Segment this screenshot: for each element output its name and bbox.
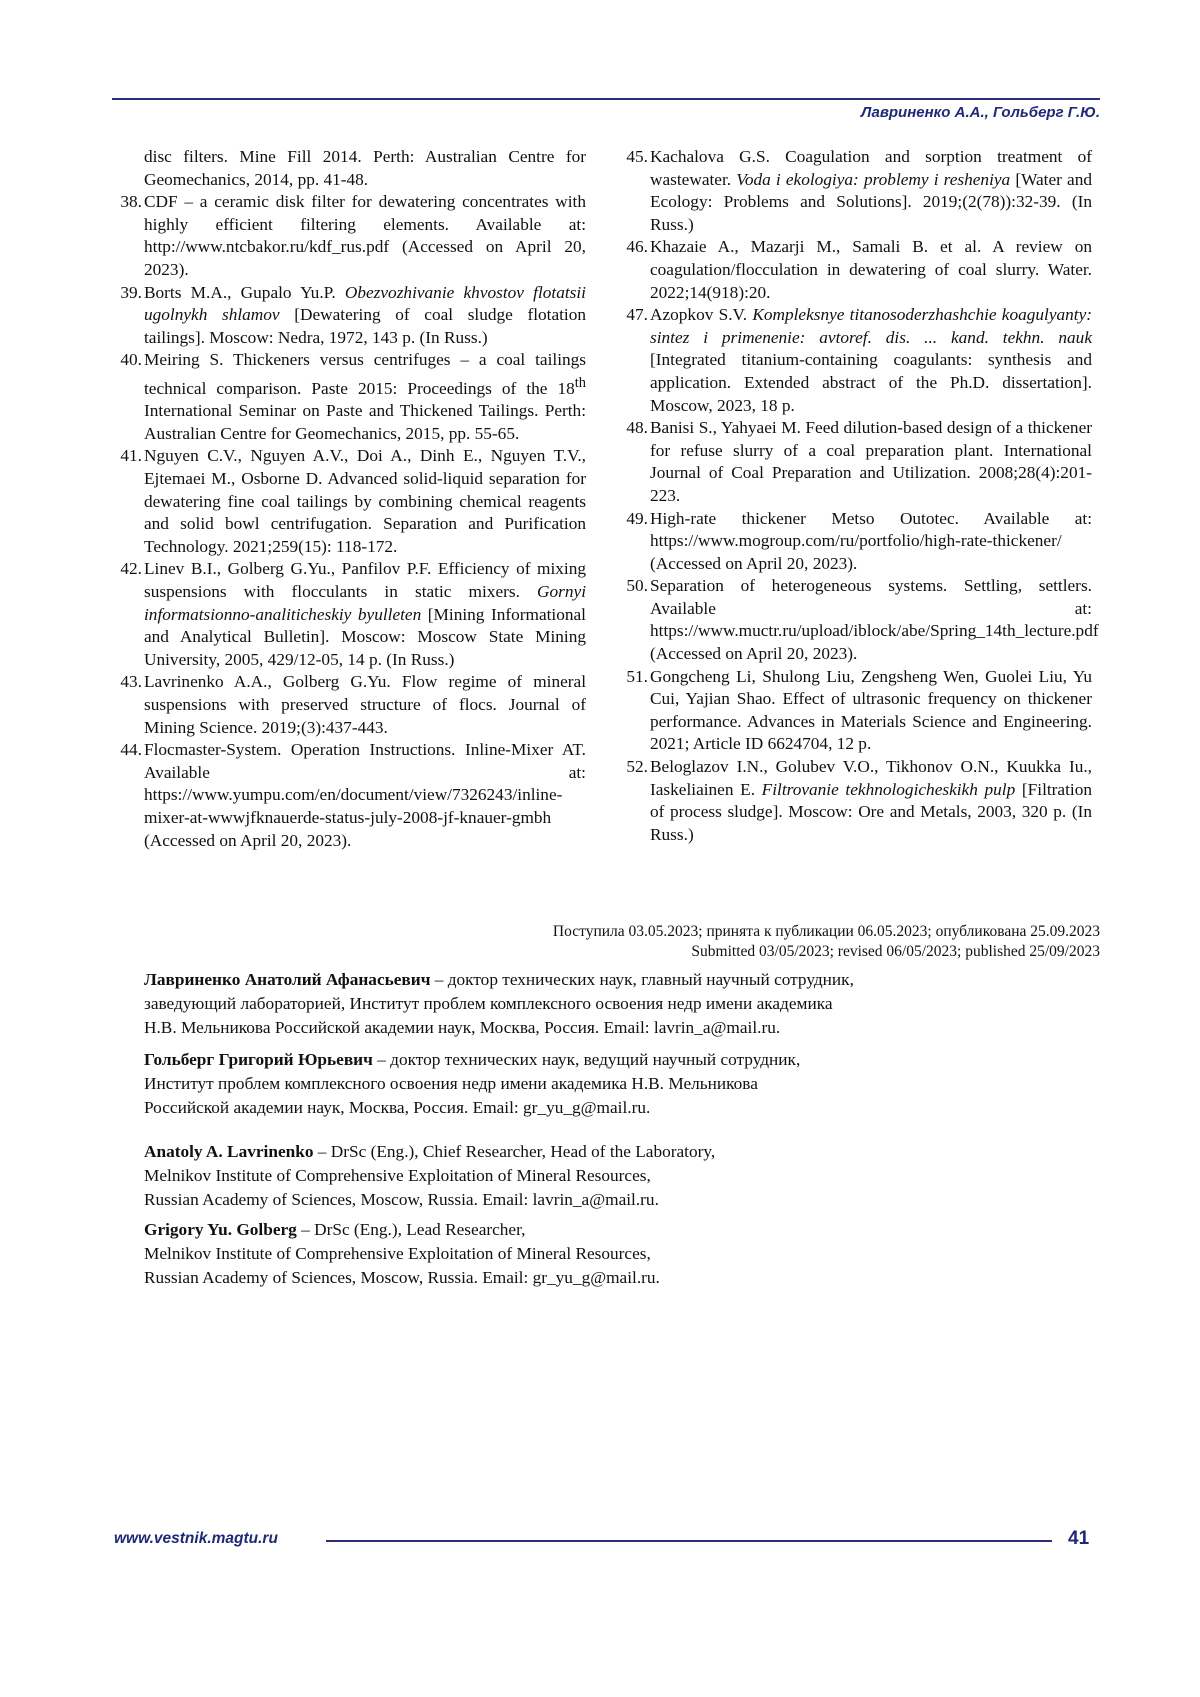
author-name: Гольберг Григорий Юрьевич [144, 1050, 373, 1069]
reference-text: CDF – a ceramic disk filter for dewatering concentrates with highly efficient filtering elements. Available at: http://www.ntcbakor.ru/kdf_rus.pdf (Accessed on April 20, 2023). [144, 192, 586, 279]
author-name: Grigory Yu. Golberg [144, 1220, 297, 1239]
reference-text: [Dewatering of coal sludge flotation tailings]. Moscow: Nedra, 1972, 143 p. (In Russ.) [144, 305, 586, 347]
reference-number: 51. [626, 666, 648, 686]
reference-number: 39. [120, 282, 142, 302]
journal-url-link[interactable]: www.vestnik.magtu.ru [114, 1530, 278, 1547]
reference-item [112, 558, 586, 671]
reference-number: 43. [120, 672, 142, 692]
reference-text: Linev B.I., Golberg G.Yu., Panfilov P.F. Efficiency of mixing suspensions with flocculants in static mixers. [144, 559, 586, 602]
reference-number: 41. [120, 446, 142, 466]
reference-text: Nguyen C.V., Nguyen A.V., Doi A., Dinh E., Nguyen T.V., Ejtemaei M., Osborne D. Advanced solid-liquid separation for dewatering fine coal tailings by combining chemical reagents and solid bowl centrifugation. Separation and Purification Technology. 2021;259(15): 118-172. [144, 446, 586, 556]
reference-text: disc filters. Mine Fill 2014. Perth: Australian Centre for Geomechanics, 2014, pp. 41-48. [144, 147, 586, 189]
reference-title-italic: Filtrovanie tekhnologicheskikh pulp [761, 779, 1016, 799]
bio-line: – доктор технических наук, ведущий научный сотрудник, [372, 1050, 801, 1069]
bio-line: Russian Academy of Sciences, Moscow, Russia. Email: gr_yu_g@mail.ru. [144, 1268, 660, 1287]
author-bio-ru-2 [144, 1048, 1104, 1120]
bio-line: – DrSc (Eng.), Lead Researcher, [296, 1220, 526, 1239]
bio-line: Институт проблем комплексного освоения недр имени академика Н.В. Мельникова [144, 1074, 758, 1093]
author-bio-en-2 [144, 1218, 1104, 1290]
reference-item [618, 146, 1092, 236]
reference-text: International Seminar on Paste and Thickened Tailings. Perth: Australian Centre for Geomechanics, 2015, pp. 55-65. [144, 401, 586, 443]
reference-item [112, 445, 586, 558]
reference-text: Beloglazov I.N., Golubev V.O., Tikhonov O.N., Kuukka Iu., Iaskeliainen E. [650, 757, 1092, 799]
author-name: Anatoly A. Lavrinenko [144, 1142, 314, 1161]
reference-item [112, 146, 586, 191]
author-bio-en-1 [144, 1140, 1104, 1212]
bio-line: Melnikov Institute of Comprehensive Exploitation of Mineral Resources, [144, 1244, 651, 1263]
reference-number: 47. [626, 305, 648, 325]
reference-text: Lavrinenko A.A., Golberg G.Yu. Flow regime of mineral suspensions with preserved structure of flocs. Journal of Mining Science. 2019;(3):437-443. [144, 672, 586, 737]
reference-text: Flocmaster-System. Operation Instructions. Inline-Mixer AT. Available at: https://www.yumpu.com/en/document/view/7326243/inline-mixer-at-wwwjfknauerde-status-july-2008-jf-knauer-gmbh (Accessed on April 20, 2023). [144, 740, 586, 850]
reference-number: 52. [626, 757, 648, 777]
reference-item [618, 417, 1092, 507]
reference-number: 42. [120, 559, 142, 579]
reference-number: 38. [120, 192, 142, 212]
bio-line: – доктор технических наук, главный научный сотрудник, [430, 970, 854, 989]
reference-number: 49. [626, 508, 648, 528]
submission-dates [553, 922, 1100, 962]
reference-number: 46. [626, 237, 648, 257]
reference-text: [Water and Ecology: Problems and Solutions]. 2019;(2(78)):32-39. (In Russ.) [650, 169, 1092, 234]
reference-text: Banisi S., Yahyaei M. Feed dilution-based design of a thickener for refuse slurry of a coal preparation plant. International Journal of Coal Preparation and Utilization. 2008;28(4):201-223. [650, 418, 1092, 505]
dates-en: Submitted 03/05/2023; revised 06/05/2023; published 25/09/2023 [691, 943, 1100, 960]
references-right-column [618, 146, 1099, 846]
reference-item [112, 349, 586, 445]
reference-item [618, 756, 1092, 846]
reference-item [618, 575, 1099, 665]
author-name: Лавриненко Анатолий Афанасьевич [144, 970, 431, 989]
reference-text: Meiring S. Thickeners versus centrifuges – a coal tailings technical comparison. Paste 2015: Proceedings of the 18 [144, 350, 586, 398]
references-left-column [112, 146, 586, 852]
reference-item [112, 671, 586, 739]
footer-rule [326, 1540, 1052, 1542]
reference-item [618, 236, 1092, 304]
page-number: 41 [1068, 1528, 1090, 1549]
reference-number: 50. [626, 576, 648, 596]
bio-line: Российской академии наук, Москва, Россия. Email: gr_yu_g@mail.ru. [144, 1098, 651, 1117]
reference-title-italic: Obezvozhivanie khvostov flotatsii ugolnykh shlamov [144, 282, 586, 325]
reference-item [618, 508, 1092, 576]
reference-text: Azopkov S.V. [650, 305, 753, 325]
reference-text: Kachalova G.S. Coagulation and sorption treatment of wastewater. [650, 147, 1092, 189]
reference-number: 40. [120, 350, 142, 370]
reference-text: Separation of heterogeneous systems. Settling, settlers. Available at: https://www.muctr.ru/upload/iblock/abe/Spring_14th_lecture.pdf (Accessed on April 20, 2023). [650, 576, 1099, 664]
bio-line: Russian Academy of Sciences, Moscow, Russia. Email: lavrin_a@mail.ru. [144, 1190, 659, 1209]
reference-text: [Mining Informational and Analytical Bulletin]. Moscow: Moscow State Mining University, 2005, 429/12-05, 14 p. (In Russ.) [144, 604, 586, 669]
bio-line: – DrSc (Eng.), Chief Researcher, Head of the Laboratory, [313, 1142, 716, 1161]
header-rule [112, 98, 1100, 100]
reference-title-italic: Gornyi informatsionno-analiticheskiy byulleten [144, 582, 586, 624]
bio-line: Н.В. Мельникова Российской академии наук, Москва, Россия. Email: lavrin_a@mail.ru. [144, 1018, 781, 1037]
reference-number: 45. [626, 147, 648, 166]
reference-number: 48. [626, 418, 648, 438]
reference-title-italic: Voda i ekologiya: problemy i resheniya [736, 169, 1011, 189]
reference-text: Borts M.A., Gupalo Yu.P. [144, 282, 345, 302]
reference-superscript: th [574, 374, 586, 391]
reference-number: 44. [120, 740, 142, 760]
reference-item [618, 666, 1092, 756]
author-bio-ru-1 [144, 968, 1104, 1040]
dates-ru: Поступила 03.05.2023; принята к публикации 06.05.2023; опубликована 25.09.2023 [552, 923, 1100, 940]
reference-text: Gongcheng Li, Shulong Liu, Zengsheng Wen, Guolei Liu, Yu Cui, Yajian Shao. Effect of ultrasonic frequency on thickener performance. Advances in Materials Science and Engineering. 2021; Article ID 6624704, 12 p. [650, 666, 1092, 754]
reference-text: [Integrated titanium-containing coagulants: synthesis and application. Extended abstract of the Ph.D. dissertation]. Moscow, 2023, 18 p. [650, 350, 1092, 415]
bio-line: заведующий лабораторией, Институт проблем комплексного освоения недр имени академика [144, 994, 833, 1013]
reference-item [112, 191, 586, 281]
reference-item [618, 304, 1092, 417]
reference-text: Khazaie A., Mazarji M., Samali B. et al. A review on coagulation/flocculation in dewatering of coal slurry. Water. 2022;14(918):20. [650, 237, 1092, 302]
bio-line: Melnikov Institute of Comprehensive Exploitation of Mineral Resources, [144, 1166, 651, 1185]
running-header-authors: Лавриненко А.А., Гольберг Г.Ю. [861, 104, 1100, 121]
reference-text: High-rate thickener Metso Outotec. Available at: https://www.mogroup.com/ru/portfolio/high-rate-thickener/ (Accessed on April 20, 2023). [650, 508, 1092, 573]
reference-title-italic: Kompleksnye titanosoderzhashchie koagulyanty: sintez i primenenie: avtoref. dis. ... kand. tekhn. nauk [650, 305, 1092, 347]
reference-item [112, 282, 586, 350]
reference-text: [Filtration of process sludge]. Moscow: Ore and Metals, 2003, 320 p. (In Russ.) [650, 779, 1092, 844]
reference-item [112, 739, 586, 852]
